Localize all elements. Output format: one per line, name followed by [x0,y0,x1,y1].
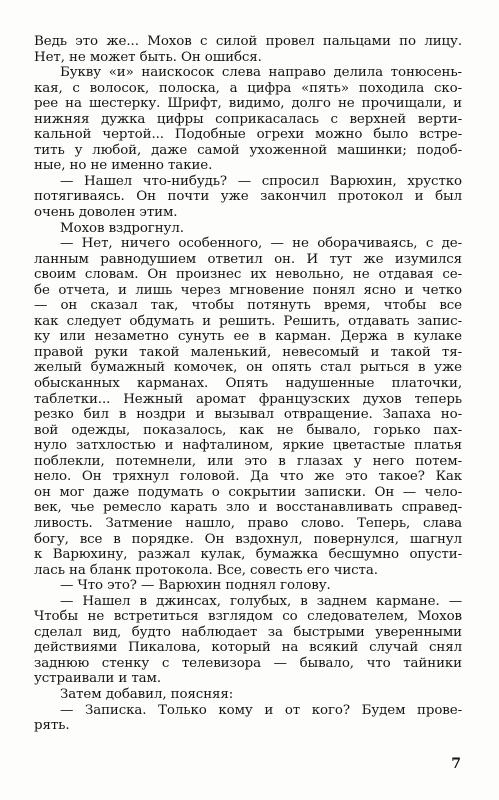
text-line: действиями Пикалова, который на всякий случай снял [34,640,462,656]
text-line: рее на шестерку. Шрифт, видимо, долго не прочищали, и [34,96,462,112]
text-line: ланным равнодушием ответил он. И тут же изумился [34,251,462,267]
text-line: желый бумажный комочек, он опять стал рыться в уже [34,360,462,376]
text-line: кальной чертой... Подобные огрехи можно было встре- [34,127,462,143]
text-line: вой одежды, показалось, как не бывало, горько пах- [34,422,462,438]
text-line: правой руки такой маленький, невесомый и такой тя- [34,344,462,360]
text-line: обысканных карманах. Опять надушенные платочки, [34,376,462,392]
text-line: — Нашел в джинсах, голубых, в заднем кармане. — [60,593,462,609]
text-line: ные, но не именно такие. [34,158,213,174]
text-line: он мог даже подумать о сокрытии записки. Он — чело- [34,484,462,500]
text-line: нижняя дужка цифры соприкасалась с верхней верти- [34,111,462,127]
text-line: потягиваясь. Он почти уже закончил протокол и был [34,189,462,205]
text-line: кая, с волосок, полоска, а цифра «пять» походила ско- [34,80,462,96]
text-line: заднюю стенку с телевизора — бывало, что тайники [34,655,462,671]
text-line: — Нашел что-нибудь? — спросил Варюхин, хрустко [60,173,462,189]
text-line: нуло затхлостью и нафталином, яркие цветастые платья [34,438,462,454]
text-line: — Записка. Только кому и от кого? Будем прове- [60,702,462,718]
text-line: очень доволен этим. [34,205,178,221]
text-line: век, чье ремесло карать зло и восстанавливать справед- [34,500,462,516]
text-line: устраивали и там. [34,671,162,687]
text-line: нело. Он тряхнул головой. Да что же это такое? Как [34,469,462,485]
text-line: как следует обдумать и решить. Решить, отдавать запис- [34,313,462,329]
text-line: Затем добавил, поясняя: [60,686,234,702]
text-line: — Нет, ничего особенного, — не оборачиваясь, с де- [60,236,462,252]
text-line: — он сказал так, чтобы потянуть время, чтобы все [34,298,462,314]
text-line: — Что это? — Варюхин поднял голову. [60,578,331,594]
text-line: Ведь это же... Мохов с силой провел пальцами по лицу. [34,34,462,49]
text-line: Мохов вздрогнул. [60,220,184,236]
text-line: богу, все в порядке. Он вздохнул, повернулся, шагнул [34,531,462,547]
text-line: к Варюхину, разжал кулак, бумажка бесшумно опусти- [34,547,462,563]
text-line: Нет, не может быть. Он ошибся. [34,49,262,65]
text-line: рять. [34,718,70,734]
text-line: своим словам. Он произнес их невольно, не отдавая се- [34,267,462,283]
text-line: резко бил в ноздри и вызывал отвращение. Запаха но- [34,407,462,423]
page-number: 7 [451,756,461,772]
text-line: поблекли, потемнели, или это в глазах у него потем- [34,453,462,469]
text-line: ку или незаметно сунуть ее в карман. Держа в кулаке [34,329,462,345]
text-line: таблетки... Нежный аромат французских духов теперь [34,391,462,407]
body-text [34,34,462,734]
text-line: сделал вид, будто наблюдает за быстрыми уверенными [34,624,462,640]
text-line: Чтобы не встретиться взглядом со следователем, Мохов [34,609,462,625]
text-line: лась на бланк протокола. Все, совесть его чиста. [34,562,378,578]
text-line: ливость. Затмение нашло, право слово. Теперь, слава [34,515,462,531]
text-line: тить у любой, даже самой ухоженной машинки; подоб- [34,142,462,158]
text-line: Букву «и» наискосок слева направо делила тонюсень- [60,65,462,81]
text-line: бе отчета, и лишь через мгновение понял ясно и четко [34,282,462,298]
